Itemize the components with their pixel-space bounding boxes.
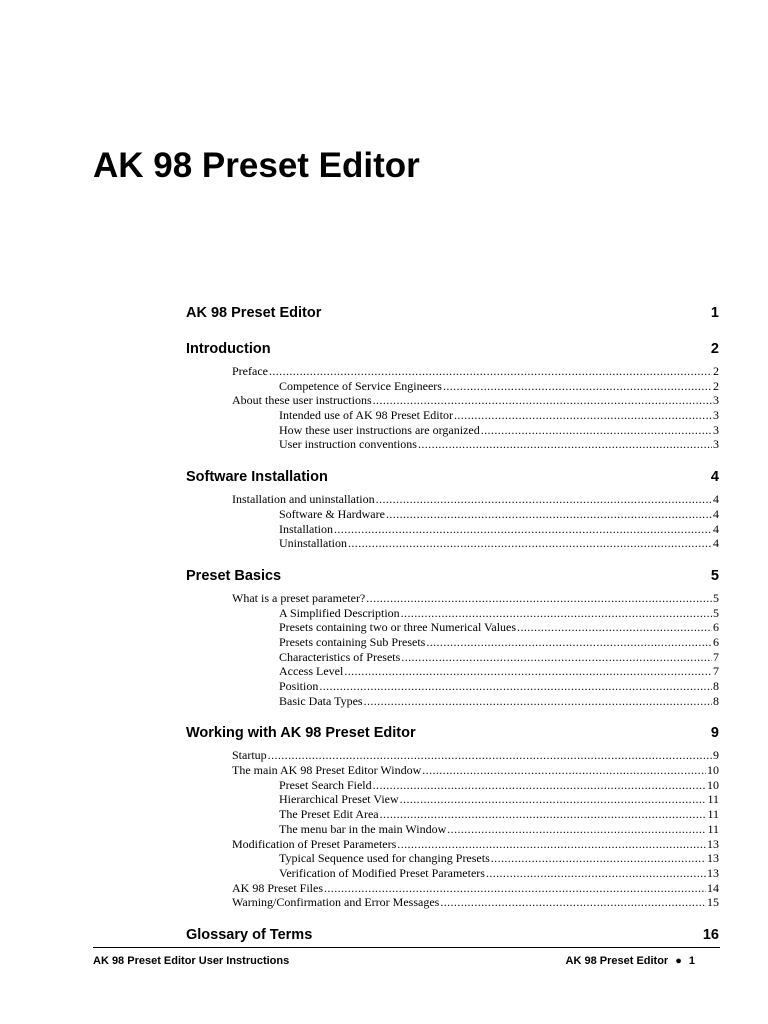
toc-entry[interactable] bbox=[186, 694, 720, 709]
toc-entry[interactable] bbox=[186, 635, 720, 650]
toc-entry-text: Characteristics of Presets bbox=[279, 649, 401, 664]
toc-heading-page: 9 bbox=[710, 725, 719, 742]
toc-section-heading[interactable] bbox=[186, 338, 720, 360]
toc-heading-page: 2 bbox=[710, 341, 719, 357]
toc-dot-leader bbox=[386, 507, 712, 522]
toc-entry-page: 11 bbox=[707, 792, 719, 807]
toc-entry-text: Modification of Preset Parameters bbox=[232, 836, 397, 851]
toc-entry[interactable] bbox=[186, 364, 720, 379]
toc-entry[interactable] bbox=[186, 437, 720, 452]
toc-entry-text: User instruction conventions bbox=[279, 437, 417, 452]
toc-entry-page: 3 bbox=[713, 437, 719, 452]
toc-entry[interactable] bbox=[186, 379, 720, 394]
toc-entry[interactable] bbox=[186, 423, 720, 438]
toc-dot-leader bbox=[454, 408, 712, 423]
toc-entry-list bbox=[186, 364, 720, 452]
toc-dot-leader bbox=[376, 492, 712, 507]
toc-heading-page: 1 bbox=[710, 305, 719, 321]
toc-dot-leader bbox=[517, 620, 712, 635]
toc-entry-page: 6 bbox=[713, 634, 719, 649]
toc-dot-leader bbox=[422, 763, 706, 778]
toc-entry-page: 5 bbox=[713, 590, 719, 605]
toc-dot-leader bbox=[334, 522, 712, 537]
toc-entry-text: Uninstallation bbox=[279, 536, 347, 551]
toc-heading-text: AK 98 Preset Editor bbox=[186, 305, 322, 321]
toc-entry-page: 10 bbox=[707, 763, 719, 778]
toc-entry[interactable] bbox=[186, 591, 720, 606]
table-of-contents bbox=[186, 302, 720, 960]
toc-entry[interactable] bbox=[186, 606, 720, 621]
toc-entry[interactable] bbox=[186, 837, 720, 852]
footer-page-label bbox=[566, 953, 695, 969]
toc-entry-page: 2 bbox=[713, 364, 719, 378]
toc-entry-text: Intended use of AK 98 Preset Editor bbox=[279, 408, 453, 423]
toc-entry-text: Typical Sequence used for changing Presets bbox=[279, 851, 490, 866]
toc-section-heading[interactable] bbox=[186, 924, 720, 946]
footer-chapter-name: AK 98 Preset Editor bbox=[565, 955, 669, 967]
toc-entry-text: Startup bbox=[232, 748, 267, 763]
toc-entry-list bbox=[186, 748, 720, 910]
toc-section bbox=[186, 924, 720, 946]
toc-section bbox=[186, 722, 720, 910]
document-title: AK 98 Preset Editor bbox=[93, 146, 420, 185]
toc-heading-text: Glossary of Terms bbox=[186, 926, 313, 943]
toc-entry-page: 10 bbox=[707, 777, 719, 792]
toc-entry[interactable] bbox=[186, 822, 720, 837]
toc-section bbox=[186, 466, 720, 551]
footer-page-number: 1 bbox=[688, 955, 695, 967]
toc-entry[interactable] bbox=[186, 650, 720, 665]
toc-dot-leader bbox=[447, 822, 706, 837]
toc-entry-text: Software & Hardware bbox=[279, 506, 385, 521]
toc-dot-leader bbox=[348, 536, 712, 551]
toc-entry-text: Presets containing two or three Numerical Values bbox=[279, 620, 517, 635]
toc-entry-text: A Simplified Description bbox=[279, 605, 400, 620]
toc-dot-leader bbox=[269, 364, 712, 379]
toc-entry[interactable] bbox=[186, 492, 720, 507]
toc-entry-list bbox=[186, 492, 720, 551]
toc-entry-text: Warning/Confirmation and Error Messages bbox=[232, 895, 440, 910]
toc-entry-page: 13 bbox=[707, 865, 719, 880]
toc-dot-leader bbox=[418, 437, 712, 452]
toc-entry-page: 8 bbox=[713, 679, 719, 693]
toc-entry-text: The Preset Edit Area bbox=[279, 807, 379, 822]
toc-entry-text: Presets containing Sub Presets bbox=[279, 634, 426, 649]
toc-entry-page: 7 bbox=[713, 664, 719, 679]
toc-entry-page: 3 bbox=[713, 408, 719, 423]
toc-entry-page: 11 bbox=[707, 807, 719, 822]
toc-heading-text: Working with AK 98 Preset Editor bbox=[186, 725, 416, 742]
toc-entry-page: 8 bbox=[713, 693, 719, 708]
toc-entry-text: What is a preset parameter? bbox=[232, 590, 366, 605]
toc-entry-text: About these user instructions bbox=[232, 393, 372, 408]
toc-entry-text: Preface bbox=[232, 364, 268, 378]
toc-entry-text: The menu bar in the main Window bbox=[279, 821, 447, 836]
toc-entry[interactable] bbox=[186, 792, 720, 807]
toc-heading-text: Preset Basics bbox=[186, 567, 282, 584]
toc-entry-text: Verification of Modified Preset Parameters bbox=[279, 865, 485, 880]
toc-heading-page: 4 bbox=[710, 469, 719, 486]
toc-dot-leader bbox=[319, 679, 712, 694]
toc-section bbox=[186, 302, 720, 324]
toc-entry-page: 14 bbox=[707, 880, 719, 895]
toc-section-heading[interactable] bbox=[186, 722, 720, 744]
toc-section bbox=[186, 338, 720, 452]
toc-heading-text: Introduction bbox=[186, 341, 271, 357]
toc-entry-text: Installation and uninstallation bbox=[232, 492, 375, 507]
toc-dot-leader bbox=[380, 807, 707, 822]
toc-entry[interactable] bbox=[186, 522, 720, 537]
toc-entry-page: 13 bbox=[707, 836, 719, 851]
toc-heading-page: 16 bbox=[702, 926, 719, 943]
toc-entry-list bbox=[186, 591, 720, 709]
page-footer bbox=[93, 953, 695, 969]
toc-heading-page: 5 bbox=[710, 567, 719, 584]
toc-section-heading[interactable] bbox=[186, 466, 720, 488]
toc-entry-page: 3 bbox=[713, 422, 719, 437]
toc-dot-leader bbox=[324, 881, 706, 896]
toc-dot-leader bbox=[344, 664, 712, 679]
toc-section bbox=[186, 565, 720, 709]
toc-entry-page: 15 bbox=[707, 895, 719, 910]
toc-entry-text: Position bbox=[279, 679, 319, 693]
toc-dot-leader bbox=[397, 837, 706, 852]
toc-dot-leader bbox=[401, 650, 712, 665]
toc-heading-text: Software Installation bbox=[186, 469, 328, 486]
toc-entry-text: AK 98 Preset Files bbox=[232, 880, 323, 895]
toc-entry-text: Preset Search Field bbox=[279, 777, 372, 792]
toc-entry-page: 4 bbox=[713, 492, 719, 507]
toc-entry-text: The main AK 98 Preset Editor Window bbox=[232, 763, 422, 778]
toc-entry-text: Access Level bbox=[279, 664, 344, 679]
toc-entry[interactable] bbox=[186, 895, 720, 910]
toc-entry[interactable] bbox=[186, 748, 720, 763]
toc-dot-leader bbox=[366, 591, 712, 606]
toc-entry[interactable] bbox=[186, 507, 720, 522]
footer-document-name: AK 98 Preset Editor User Instructions bbox=[93, 955, 290, 967]
toc-entry[interactable] bbox=[186, 620, 720, 635]
toc-entry-page: 2 bbox=[713, 378, 719, 393]
toc-entry[interactable] bbox=[186, 393, 720, 408]
toc-dot-leader bbox=[373, 778, 706, 793]
toc-entry[interactable] bbox=[186, 763, 720, 778]
toc-entry[interactable] bbox=[186, 536, 720, 551]
toc-dot-leader bbox=[268, 748, 712, 763]
toc-entry[interactable] bbox=[186, 408, 720, 423]
toc-entry-text: Installation bbox=[279, 521, 333, 536]
toc-dot-leader bbox=[426, 635, 712, 650]
footer-bullet: ● bbox=[675, 955, 682, 967]
toc-entry-page: 7 bbox=[713, 649, 719, 664]
toc-entry-page: 9 bbox=[713, 748, 719, 763]
toc-entry-page: 4 bbox=[713, 506, 719, 521]
toc-entry-text: Basic Data Types bbox=[279, 693, 363, 708]
toc-entry[interactable] bbox=[186, 778, 720, 793]
toc-dot-leader bbox=[491, 851, 706, 866]
toc-entry-text: Hierarchical Preset View bbox=[279, 792, 399, 807]
footer-divider bbox=[93, 947, 720, 948]
toc-entry-page: 3 bbox=[713, 393, 719, 408]
toc-section-heading[interactable] bbox=[186, 565, 720, 587]
toc-entry[interactable] bbox=[186, 807, 720, 822]
toc-entry-page: 11 bbox=[707, 821, 719, 836]
toc-dot-leader bbox=[400, 792, 707, 807]
toc-dot-leader bbox=[373, 393, 712, 408]
toc-entry[interactable] bbox=[186, 881, 720, 896]
toc-dot-leader bbox=[443, 379, 712, 394]
toc-section-heading[interactable] bbox=[186, 302, 720, 324]
toc-entry[interactable] bbox=[186, 679, 720, 694]
toc-entry-text: How these user instructions are organized bbox=[279, 422, 480, 437]
toc-entry[interactable] bbox=[186, 664, 720, 679]
toc-entry-page: 6 bbox=[713, 620, 719, 635]
toc-dot-leader bbox=[481, 423, 712, 438]
toc-entry-page: 4 bbox=[713, 521, 719, 536]
toc-entry[interactable] bbox=[186, 866, 720, 881]
toc-dot-leader bbox=[364, 694, 712, 709]
toc-dot-leader bbox=[401, 606, 712, 621]
toc-dot-leader bbox=[486, 866, 706, 881]
toc-entry-text: Competence of Service Engineers bbox=[279, 378, 442, 393]
toc-entry-page: 5 bbox=[713, 605, 719, 620]
toc-entry-page: 13 bbox=[707, 851, 719, 866]
toc-entry-page: 4 bbox=[713, 536, 719, 551]
toc-dot-leader bbox=[440, 895, 706, 910]
toc-entry[interactable] bbox=[186, 851, 720, 866]
